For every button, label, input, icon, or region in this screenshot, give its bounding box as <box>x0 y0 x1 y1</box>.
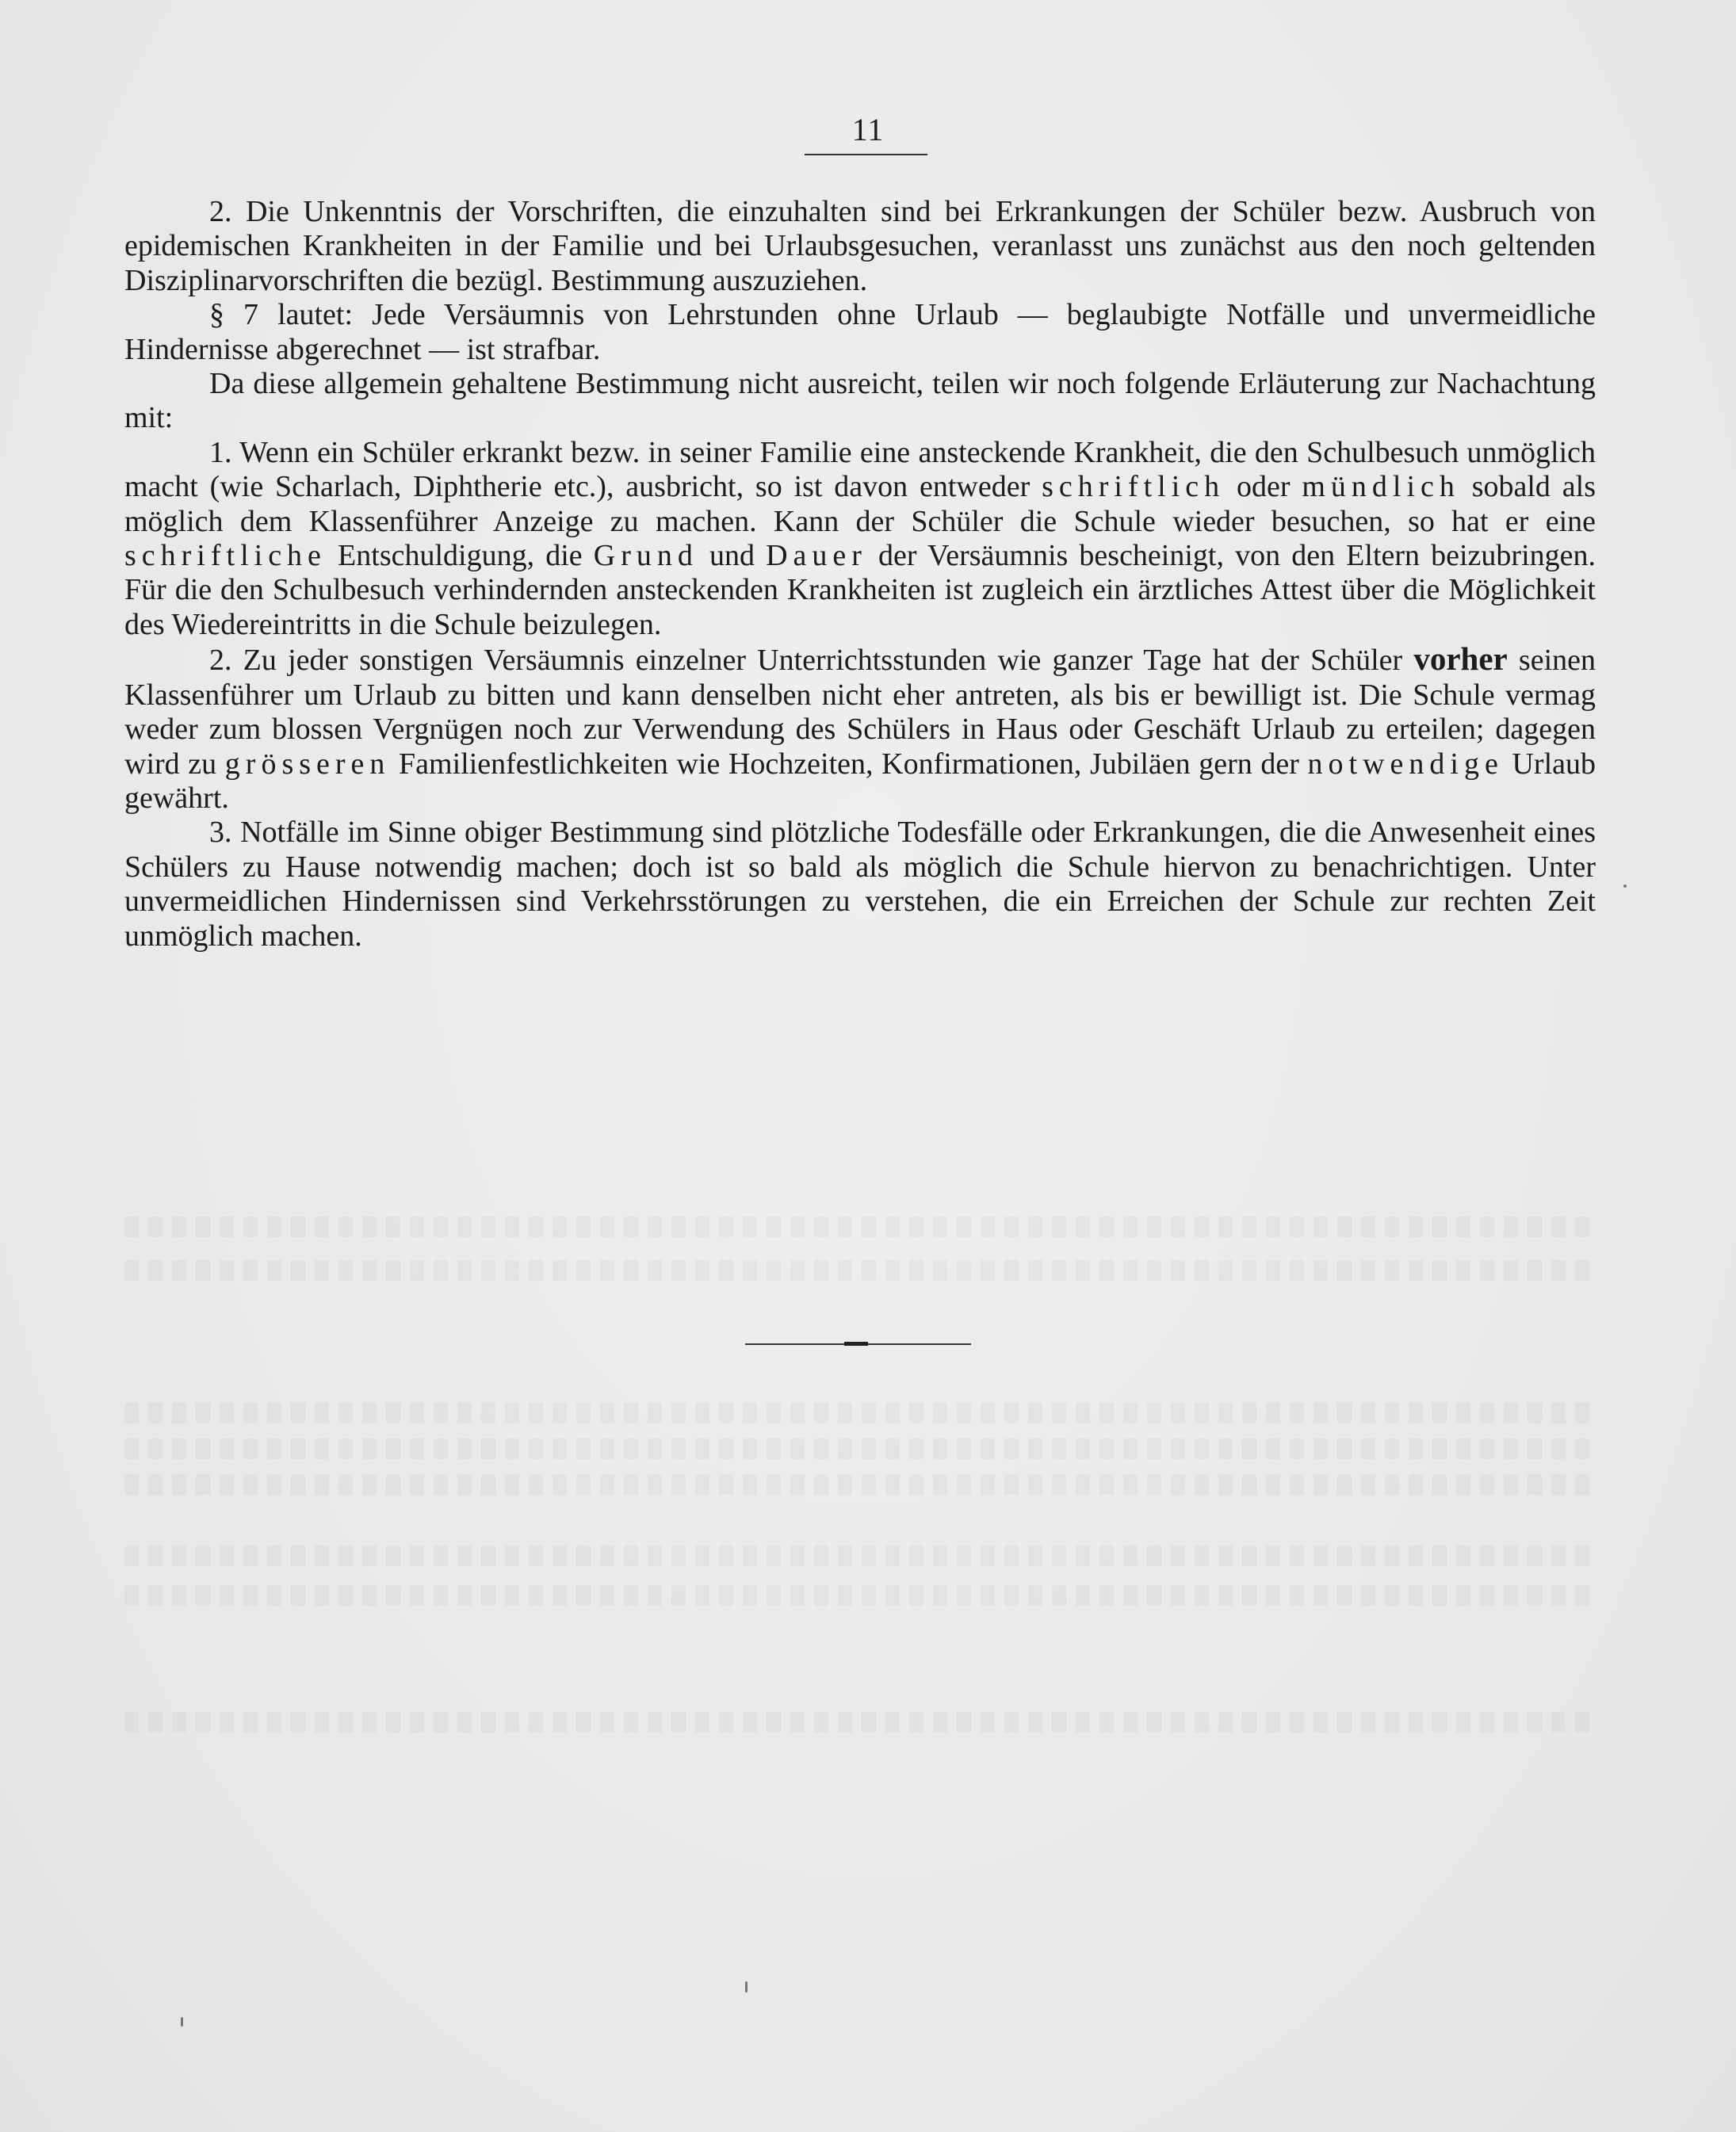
emphasis-groesseren: grösseren <box>224 747 391 781</box>
text-run: seinen Klassenführer um Urlaub zu bitten und kann denselben nicht eher antreten, als bis er bewilligt ist. Die Schule vermag weder zum blossen Vergnügen noch zur Verwendung des Schülers in Haus oder Geschäft Urlaub zu erteilen; dagegen wird zu <box>124 644 1596 781</box>
scan-speck <box>1623 885 1627 888</box>
bleed-through-line <box>124 1474 1596 1495</box>
closing-rule-ornament <box>844 1342 868 1346</box>
emphasis-vorher: vorher <box>1413 640 1508 678</box>
text-run: der Versäumnis bescheinigt, von den Eltern beizubringen. Für die den Schulbesuch verhindernden ansteckenden Krankheiten ist zugleich ein ärztliches Attest über die Möglichkeit des Wiedereintritts in die Schule beizulegen. <box>124 539 1596 641</box>
emphasis-schriftlich: schriftlich <box>1042 470 1226 504</box>
emphasis-schriftliche: schriftliche <box>124 539 327 573</box>
page-number-rule <box>805 154 927 155</box>
page-number: 11 <box>851 112 885 147</box>
bleed-through-line <box>124 1260 1596 1281</box>
emphasis-grund: Grund <box>593 539 698 573</box>
scan-speck <box>181 2017 183 2027</box>
bleed-through-line <box>124 1712 1596 1733</box>
bleed-through-line <box>124 1403 1596 1423</box>
text-run: 1. Wenn ein Schüler erkrankt bezw. in seiner Familie eine ansteckende Krankheit, die den Schulbesuch unmöglich macht (wie Scharlach, Diphtherie etc.), ausbricht, so ist davon entweder <box>124 435 1596 504</box>
bleed-through-line <box>124 1546 1596 1566</box>
text-run: Familienfestlichkeiten wie Hochzeiten, Konfirmationen, Jubiläen gern der <box>390 747 1308 781</box>
text-run: Entschuldigung, die <box>326 539 594 573</box>
paragraph-rule-1 <box>124 436 1596 642</box>
paragraph-section-7: § 7 lautet: Jede Versäumnis von Lehrstunden ohne Urlaub — beglaubigte Notfälle und unvermeidliche Hindernisse abgerechnet — ist strafbar. <box>124 298 1596 366</box>
paragraph-rule-3: 3. Notfälle im Sinne obiger Bestimmung sind plötzliche Todesfälle oder Erkrankungen, die die Anwesenheit eines Schülers zu Hause notwendig machen; doch ist so bald als möglich die Schule hiervon zu benachrichtigen. Unter unvermeidlichen Hindernissen sind Verkehrsstörungen zu verstehen, die ein Erreichen der Schule zur rechten Zeit unmöglich machen. <box>124 816 1596 953</box>
text-run: und <box>698 539 767 573</box>
bleed-through-line <box>124 1439 1596 1459</box>
bleed-through-line <box>124 1217 1596 1237</box>
text-run: sobald als möglich dem Klassenführer Anzeige zu machen. Kann der Schüler die Schule wieder besuchen, so hat er eine <box>124 470 1596 538</box>
text-run: oder <box>1225 470 1302 504</box>
emphasis-muendlich: mündlich <box>1302 470 1460 504</box>
emphasis-dauer: Dauer <box>766 539 867 573</box>
scan-speck <box>745 1981 748 1993</box>
paragraph-unkenntnis: 2. Die Unkenntnis der Vorschriften, die einzuhalten sind bei Erkrankungen der Schüler bezw. Ausbruch von epidemischen Krankheiten in der Familie und bei Urlaubsgesuchen, veranlasst uns zunächst aus den noch geltenden Disziplinarvorschriften die bezügl. Bestimmung auszuziehen. <box>124 195 1596 297</box>
bleed-through-line <box>124 1585 1596 1606</box>
paragraph-rule-2 <box>124 642 1596 816</box>
text-run: Urlaub gewährt. <box>124 747 1596 815</box>
body-text <box>124 195 1596 953</box>
paragraph-erlaeuterung: Da diese allgemein gehaltene Bestimmung nicht ausreicht, teilen wir noch folgende Erläuterung zur Nachachtung mit: <box>124 367 1596 435</box>
emphasis-notwendige: notwendige <box>1307 747 1504 781</box>
text-run: 2. Zu jeder sonstigen Versäumnis einzelner Unterrichtsstunden wie ganzer Tage hat der Schüler <box>209 644 1414 678</box>
